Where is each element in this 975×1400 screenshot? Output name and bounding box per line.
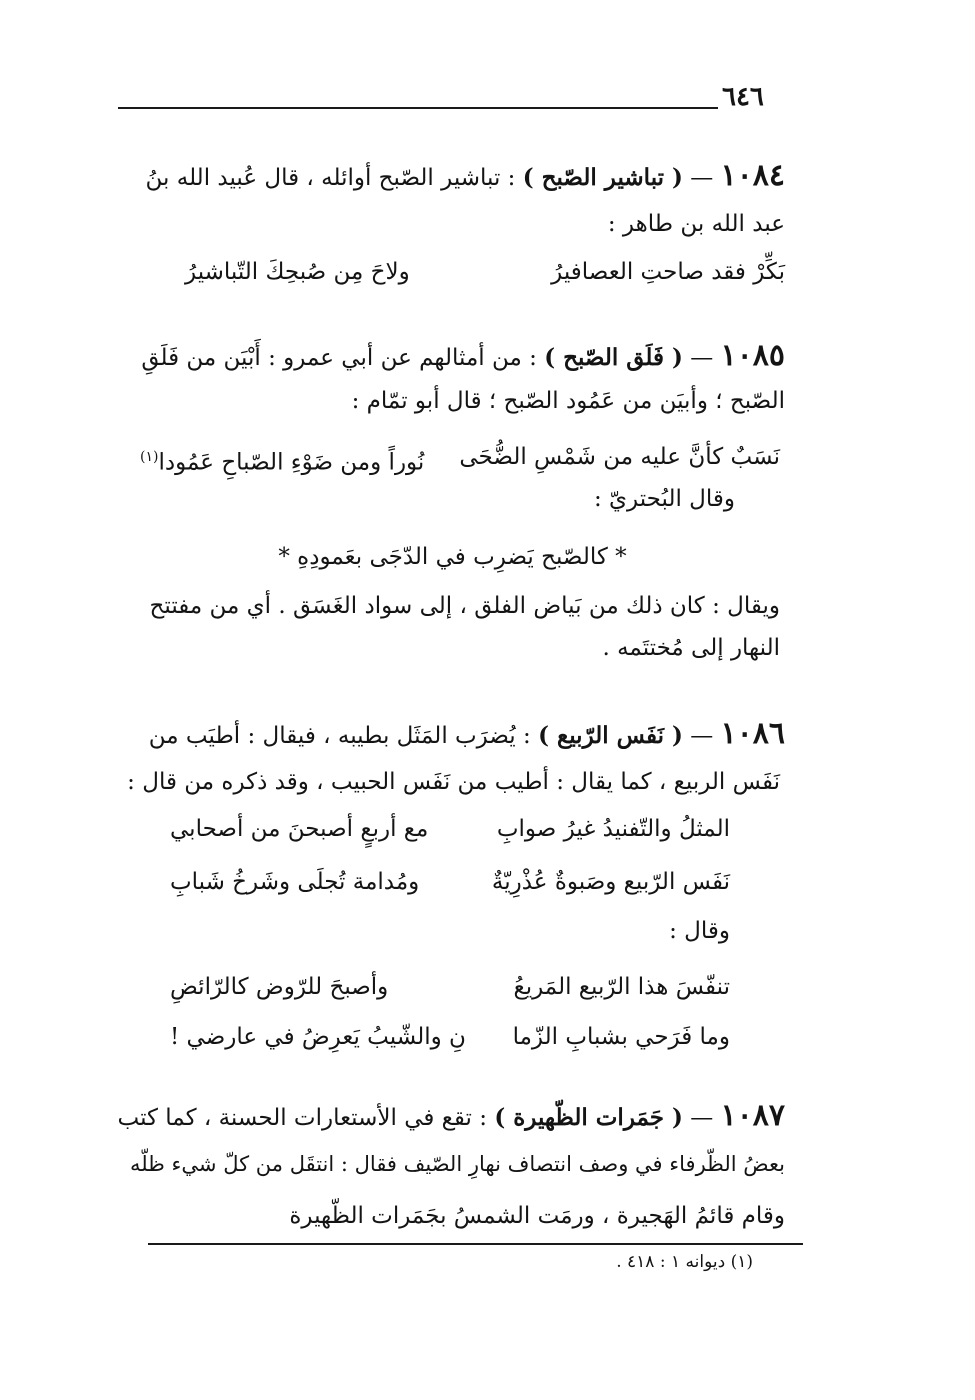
verse-hemistich-1: تنفّسَ هذا الرّبيع المَريعُ: [513, 974, 730, 1000]
entry-1086-verse-2: [170, 865, 730, 899]
verse-hemistich-2: وأصبحَ للرّوض كالرّائضِ: [170, 974, 389, 1000]
entry-1085-closing-1: ويقال : كان ذلك من بَياض الفلق ، إلى سواد الغَسَق . أي من مفتتح: [149, 593, 780, 619]
entry-1087-line-3: وقام قائمُ الهَجيرة ، ورمَت الشمسُ بجَمَرات الظّهيرة: [289, 1203, 785, 1229]
entry-1086-line-2: نَفَس الربيع ، كما يقال : أطيب من نَفَس الحبيب ، وقد ذكره من قال :: [127, 769, 780, 795]
verse-hemistich-1: نَفَس الرّبيع وصَبوةٌ عُذْرِيّةٌ: [491, 869, 730, 895]
verse-hemistich-1: بَكِّرْ فقد صاحتِ العصافيرُ: [551, 259, 785, 285]
entry-1086-verse-1: [170, 812, 730, 846]
entry-number: ١٠٨٤: [720, 158, 785, 193]
footnote: (١) ديوانه ١ : ٤١٨ .: [616, 1252, 753, 1272]
entry-number: ١٠٨٧: [720, 1098, 785, 1133]
entry-1085-closing-2: النهار إلى مُختتَمه .: [602, 635, 780, 661]
entry-1086-verse-3: [170, 970, 730, 1004]
header-rule: [118, 107, 718, 109]
entry-1086-verse-4: [170, 1020, 730, 1054]
entry-number: ١٠٨٥: [720, 338, 785, 373]
entry-1084-verse: [185, 255, 785, 289]
entry-text: : تباشير الصّبح أوائله ، قال عُبيد الله بنُ: [145, 165, 516, 191]
verse-hemistich-2: ولاحَ مِن صُبحِكَ التّباشيرُ: [185, 259, 410, 285]
entry-1084-line-1: ١٠٨٤ — ( تباشير الصّبح ) : تباشير الصّبح أوائله ، قال عُبيد الله بنُ: [145, 158, 785, 193]
footnote-rule: [148, 1243, 803, 1245]
entry-1085-verse: [140, 440, 780, 474]
entry-text: : تقع في الأستعارات الحسنة ، كما كتب: [117, 1105, 488, 1131]
entry-title: ( فَلَق الصّبح ): [544, 344, 683, 371]
entry-title: ( تباشير الصّبح ): [522, 164, 683, 191]
verse-hemistich-1: وما فَرَحي بشبابِ الزّما: [512, 1024, 730, 1050]
entry-1087-line-2: بعضُ الظّرفاء في وصف انتصاف نهارِ الصّيف فقال : انتقَل من كلّ شيء ظلّه: [129, 1152, 785, 1176]
entry-1085-intro: وقال البُحتريّ :: [593, 486, 735, 512]
entry-text: : من أمثالهم عن أبي عمرو : أَبْيَن من فَلَقِ: [141, 345, 537, 371]
verse-hemistich-1: نَسَبٌ كأنَّ عليه من شَمْسِ الضُّحَى: [459, 444, 780, 470]
verse-hemistich-2: ومُدامة تُجلَى وشَرخُ شَبابِ: [170, 869, 420, 895]
entry-1087-line-1: ١٠٨٧ — ( جَمَرات الظّهيرة ) : تقع في الأستعارات الحسنة ، كما كتب: [117, 1098, 785, 1133]
entry-1085-line-1: ١٠٨٥ — ( فَلَق الصّبح ) : من أمثالهم عن أبي عمرو : أَبْيَن من فَلَقِ: [141, 338, 785, 373]
verse-hemistich-2: نِ والشّيبُ يَعرِضُ في عارضي !: [170, 1024, 466, 1050]
entry-title: ( نَفَس الرّبيع ): [538, 722, 683, 749]
footnote-mark: (١): [140, 449, 159, 465]
entry-1085-line-2: الصّبح ؛ وأبيَن من عَمُود الصّبح ؛ قال أبو تمّام :: [351, 388, 785, 414]
entry-1085-quote: * كالصّبح يَضرِب في الدّجَى بعَمودِهِ *: [278, 544, 627, 570]
entry-1086-line-1: ١٠٨٦ — ( نَفَس الرّبيع ) : يُضرَب المَثَل بطيبه ، فيقال : أطيَب من: [148, 716, 785, 751]
entry-text: : يُضرَب المَثَل بطيبه ، فيقال : أطيَب من: [148, 723, 531, 749]
verse-hemistich-2: نُوراً ومن ضَوْءِ الصّباحِ عَمُودا$^{(١)}$: [140, 449, 425, 476]
page-number: ٦٤٦: [722, 82, 764, 112]
entry-1084-line-2: عبد الله بن طاهر :: [607, 211, 785, 237]
verse-hemistich-2: مع أربعٍ أصبحنَ من أصحابي: [170, 816, 429, 842]
entry-title: ( جَمَرات الظّهيرة ): [494, 1104, 683, 1131]
entry-number: ١٠٨٦: [720, 716, 785, 751]
entry-1086-intro: وقال :: [669, 918, 730, 944]
verse-hemistich-1: المثلُ والتّفنيدُ غيرُ صوابِ: [496, 816, 730, 842]
